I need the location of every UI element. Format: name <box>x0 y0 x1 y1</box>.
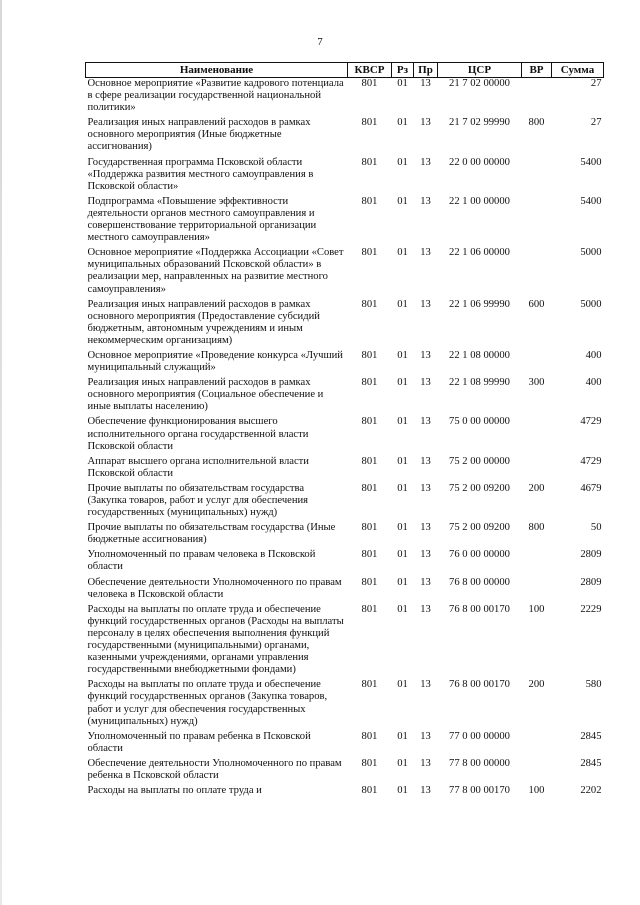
cell-name: Реализация иных направлений расходов в рамках основного мероприятия (Предоставление субсидий бюджетным, автономным учреждениям и иным некоммерческим организациям) <box>87 298 320 346</box>
cell-csr: 22 1 06 99990 <box>449 298 510 310</box>
table-row <box>86 758 604 785</box>
table-row <box>86 196 604 247</box>
cell-vr: 300 <box>528 377 545 389</box>
cell-rz: 01 <box>397 679 408 691</box>
cell-kvsr: 801 <box>361 117 378 129</box>
table-row <box>86 522 604 549</box>
cell-sum: 580 <box>585 679 602 691</box>
cell-name: Аппарат высшего органа исполнительной власти Псковской области <box>87 455 309 479</box>
cell-pr: 13 <box>420 377 431 389</box>
cell-vr: 800 <box>528 117 545 129</box>
table-row <box>86 785 604 800</box>
cell-pr: 13 <box>420 247 431 259</box>
cell-vr <box>522 196 552 247</box>
cell-name: Расходы на выплаты по оплате труда и <box>87 785 262 797</box>
cell-rz: 01 <box>397 576 408 588</box>
cell-vr <box>522 758 552 785</box>
cell-sum: 2845 <box>580 757 602 769</box>
cell-rz: 01 <box>397 416 408 428</box>
cell-name: Основное мероприятие «Развитие кадрового потенциала в сфере реализации государственной национальной политики» <box>87 78 344 114</box>
cell-csr: 22 1 08 00000 <box>449 349 510 361</box>
cell-name: Обеспечение функционирования высшего исполнительного органа государственной власти Псковской области <box>87 416 309 452</box>
cell-csr: 77 8 00 00170 <box>449 785 510 797</box>
cell-name: Уполномоченный по правам человека в Псковской области <box>87 549 316 573</box>
cell-name: Реализация иных направлений расходов в рамках основного мероприятия (Социальное обеспечение и иные выплаты населению) <box>87 377 324 413</box>
cell-vr <box>522 731 552 758</box>
cell-rz: 01 <box>397 156 408 168</box>
cell-sum: 2845 <box>580 730 602 742</box>
cell-kvsr: 801 <box>361 679 378 691</box>
cell-kvsr: 801 <box>361 576 378 588</box>
cell-name: Обеспечение деятельности Уполномоченного по правам ребенка в Псковской области <box>87 757 342 781</box>
cell-sum: 5400 <box>580 156 602 168</box>
cell-kvsr: 801 <box>361 482 378 494</box>
cell-kvsr: 801 <box>361 785 378 797</box>
cell-name: Прочие выплаты по обязательствам государства (Закупка товаров, работ и услуг для обеспечения государственных (муниципальных) нужд) <box>87 482 309 519</box>
cell-rz: 01 <box>397 757 408 769</box>
cell-pr: 13 <box>420 549 431 561</box>
cell-rz: 01 <box>397 482 408 494</box>
table-row <box>86 377 604 416</box>
table-row <box>86 350 604 377</box>
cell-name: Реализация иных направлений расходов в рамках основного мероприятия (Иные бюджетные ассигнования) <box>87 117 311 153</box>
cell-sum: 4679 <box>580 482 602 494</box>
cell-csr: 77 8 00 00000 <box>449 757 510 769</box>
cell-name: Обеспечение деятельности Уполномоченного по правам человека в Псковской области <box>87 576 342 600</box>
cell-vr: 200 <box>528 679 545 691</box>
cell-name: Основное мероприятие «Поддержка Ассоциации «Совет муниципальных образований Псковской области» в реализации мер, направленных на развитие местного самоуправления» <box>87 247 344 295</box>
cell-name: Государственная программа Псковской области «Поддержка развития местного самоуправления в Псковской области» <box>87 156 314 192</box>
table-row <box>86 416 604 455</box>
cell-sum: 2809 <box>580 576 602 588</box>
scan-edge <box>0 0 2 905</box>
cell-rz: 01 <box>397 247 408 259</box>
cell-rz: 01 <box>397 603 408 615</box>
cell-csr: 76 0 00 00000 <box>449 549 510 561</box>
cell-pr: 13 <box>420 679 431 691</box>
header-kvsr: КВСР <box>348 63 392 78</box>
cell-vr <box>522 78 552 118</box>
cell-kvsr: 801 <box>361 349 378 361</box>
cell-kvsr: 801 <box>361 247 378 259</box>
cell-rz: 01 <box>397 195 408 207</box>
cell-name: Расходы на выплаты по оплате труда и обеспечение функций государственных органов (Закупка товаров, работ и услуг для обеспечения государственных (муниципальных) нужд) <box>87 679 328 727</box>
cell-pr: 13 <box>420 482 431 494</box>
header-csr: ЦСР <box>438 63 522 78</box>
cell-csr: 21 7 02 99990 <box>449 117 510 129</box>
cell-sum: 4729 <box>580 455 602 467</box>
cell-csr: 21 7 02 00000 <box>449 78 510 89</box>
table-row <box>86 299 604 350</box>
cell-csr: 75 2 00 09200 <box>449 522 510 534</box>
cell-csr: 75 0 00 00000 <box>449 416 510 428</box>
header-name: Наименование <box>86 63 348 78</box>
cell-csr: 75 2 00 00000 <box>449 455 510 467</box>
cell-sum: 400 <box>585 349 602 361</box>
cell-vr: 100 <box>528 785 545 797</box>
cell-pr: 13 <box>420 603 431 615</box>
cell-vr <box>522 247 552 298</box>
cell-kvsr: 801 <box>361 377 378 389</box>
cell-pr: 13 <box>420 455 431 467</box>
cell-pr: 13 <box>420 156 431 168</box>
cell-vr <box>522 157 552 196</box>
table-row <box>86 731 604 758</box>
cell-rz: 01 <box>397 117 408 129</box>
cell-rz: 01 <box>397 78 408 89</box>
cell-pr: 13 <box>420 78 431 89</box>
cell-sum: 50 <box>590 522 602 534</box>
cell-rz: 01 <box>397 785 408 797</box>
cell-rz: 01 <box>397 349 408 361</box>
cell-rz: 01 <box>397 522 408 534</box>
cell-csr: 22 1 06 00000 <box>449 247 510 259</box>
table-row <box>86 604 604 680</box>
cell-sum: 5000 <box>580 298 602 310</box>
cell-kvsr: 801 <box>361 730 378 742</box>
table-row <box>86 549 604 576</box>
cell-sum: 2229 <box>580 603 602 615</box>
cell-kvsr: 801 <box>361 195 378 207</box>
cell-name: Основное мероприятие «Проведение конкурса «Лучший муниципальный служащий» <box>87 349 343 374</box>
cell-csr: 22 1 08 99990 <box>449 377 510 389</box>
cell-vr: 200 <box>528 482 545 494</box>
cell-vr <box>522 456 552 483</box>
cell-name: Уполномоченный по правам ребенка в Псковской области <box>87 730 311 754</box>
cell-sum: 4729 <box>580 416 602 428</box>
cell-rz: 01 <box>397 730 408 742</box>
cell-kvsr: 801 <box>361 298 378 310</box>
cell-kvsr: 801 <box>361 603 378 615</box>
cell-rz: 01 <box>397 455 408 467</box>
cell-pr: 13 <box>420 349 431 361</box>
cell-pr: 13 <box>420 785 431 797</box>
cell-csr: 76 8 00 00170 <box>449 603 510 615</box>
cell-csr: 22 1 00 00000 <box>449 195 510 207</box>
table-body <box>86 78 604 801</box>
cell-name: Подпрограмма «Повышение эффективности деятельности органов местного самоуправления и совершенствование территориальной организации местного самоуправления» <box>87 195 317 244</box>
cell-csr: 76 8 00 00000 <box>449 576 510 588</box>
header-rz: Рз <box>392 63 414 78</box>
cell-rz: 01 <box>397 377 408 389</box>
cell-sum: 2809 <box>580 549 602 561</box>
cell-sum: 400 <box>585 377 602 389</box>
cell-sum: 27 <box>590 117 602 129</box>
cell-kvsr: 801 <box>361 156 378 168</box>
cell-vr <box>522 350 552 377</box>
header-pr: Пр <box>414 63 438 78</box>
cell-sum: 2202 <box>580 785 602 797</box>
cell-csr: 77 0 00 00000 <box>449 730 510 742</box>
cell-pr: 13 <box>420 757 431 769</box>
cell-pr: 13 <box>420 195 431 207</box>
cell-sum: 27 <box>590 78 602 89</box>
cell-pr: 13 <box>420 576 431 588</box>
cell-name: Прочие выплаты по обязательствам государства (Иные бюджетные ассигнования) <box>87 522 336 546</box>
table-row <box>86 247 604 298</box>
cell-rz: 01 <box>397 298 408 310</box>
cell-csr: 22 0 00 00000 <box>449 156 510 168</box>
table-row <box>86 117 604 156</box>
table-row <box>86 577 604 604</box>
cell-csr: 75 2 00 09200 <box>449 482 510 494</box>
cell-vr: 800 <box>528 522 545 534</box>
cell-kvsr: 801 <box>361 757 378 769</box>
cell-pr: 13 <box>420 730 431 742</box>
cell-vr <box>522 416 552 455</box>
cell-kvsr: 801 <box>361 416 378 428</box>
cell-vr: 600 <box>528 298 545 310</box>
cell-pr: 13 <box>420 522 431 534</box>
cell-kvsr: 801 <box>361 549 378 561</box>
cell-vr <box>522 577 552 604</box>
cell-sum: 5000 <box>580 247 602 259</box>
table-row <box>86 679 604 730</box>
cell-pr: 13 <box>420 416 431 428</box>
cell-name: Расходы на выплаты по оплате труда и обеспечение функций государственных органов (Расходы на выплаты персоналу в целях обеспечения выполнения функций государственными (муниципальными) органами, казенными учреждениями, органами управления государственными внебюджетными фондами) <box>87 603 344 676</box>
cell-pr: 13 <box>420 117 431 129</box>
table-row <box>86 483 604 522</box>
cell-kvsr: 801 <box>361 522 378 534</box>
header-sum: Сумма <box>552 63 604 78</box>
table-row <box>86 78 604 118</box>
cell-rz: 01 <box>397 549 408 561</box>
table-header-row <box>86 63 604 78</box>
budget-table <box>85 62 604 800</box>
page-number: 7 <box>317 36 323 48</box>
table-row <box>86 456 604 483</box>
cell-sum: 5400 <box>580 195 602 207</box>
cell-vr: 100 <box>528 603 545 615</box>
cell-kvsr: 801 <box>361 455 378 467</box>
cell-pr: 13 <box>420 298 431 310</box>
cell-kvsr: 801 <box>361 78 378 89</box>
header-vr: ВР <box>522 63 552 78</box>
table-row <box>86 157 604 196</box>
cell-vr <box>522 549 552 576</box>
cell-csr: 76 8 00 00170 <box>449 679 510 691</box>
